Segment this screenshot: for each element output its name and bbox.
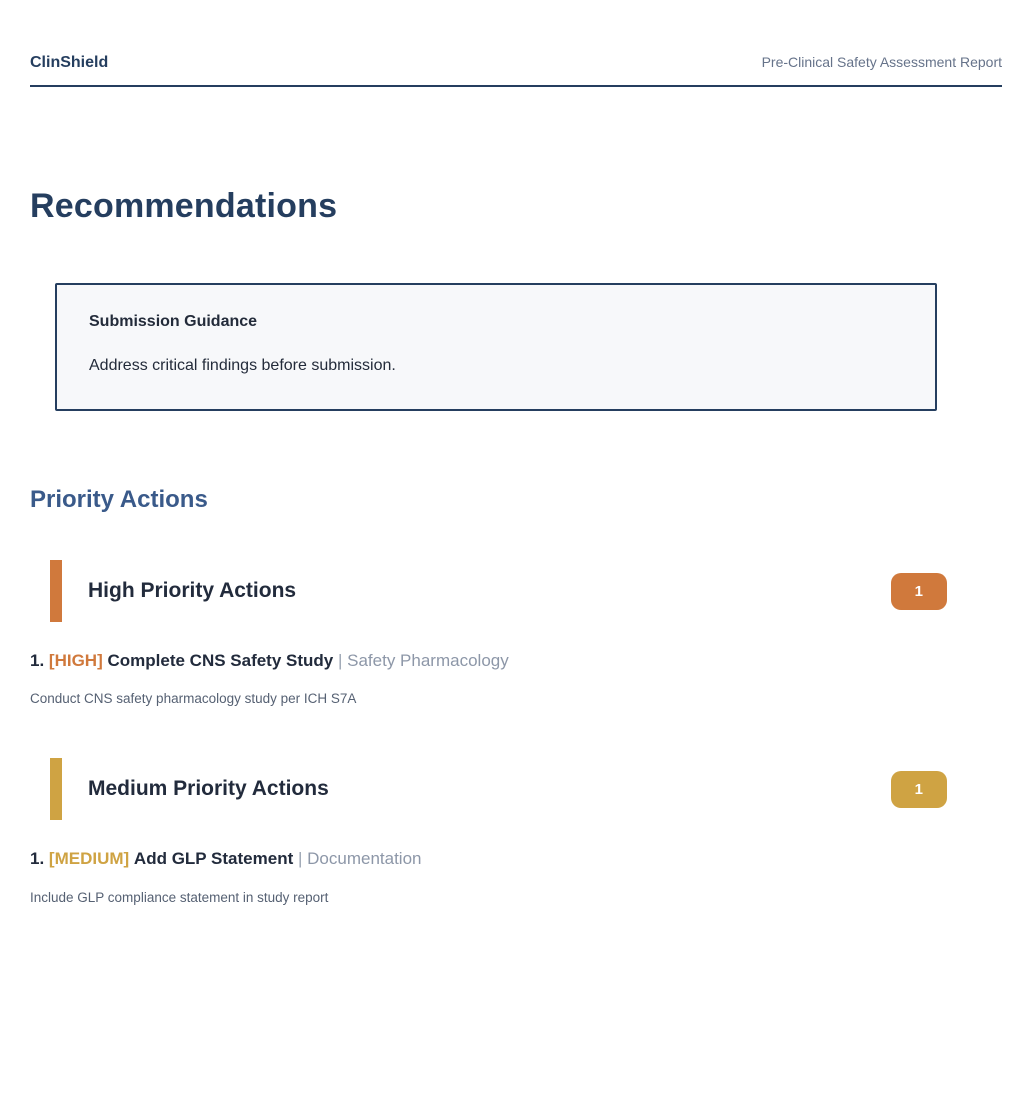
- separator: |: [337, 651, 343, 670]
- priority-tag-medium: [MEDIUM]: [48, 849, 130, 869]
- medium-priority-section-header: [50, 758, 947, 820]
- section-medium-priority: [30, 758, 1002, 904]
- guidance-box-body: Address critical findings before submission.: [89, 357, 396, 374]
- medium-priority-accent-bar: [50, 758, 62, 820]
- section-high-priority: [30, 560, 1002, 706]
- high-priority-section-header: [50, 560, 947, 622]
- priority-actions-heading: Priority Actions: [30, 486, 208, 513]
- brand-logo-text: ClinShield: [30, 54, 109, 71]
- item-description: Conduct CNS safety pharmacology study per ICH S7A: [30, 691, 357, 707]
- page-title: Recommendations: [30, 187, 338, 225]
- guidance-box-title: Submission Guidance: [89, 313, 258, 330]
- action-item: [30, 848, 1002, 869]
- separator: |: [297, 849, 303, 869]
- report-header: [30, 0, 1002, 87]
- high-priority-count-badge: 1: [891, 573, 947, 610]
- action-item: [30, 650, 1002, 671]
- priority-tag-high: [HIGH]: [48, 651, 103, 670]
- item-title: Add GLP Statement: [133, 849, 294, 869]
- medium-priority-count-badge: 1: [891, 771, 947, 808]
- item-category: Documentation: [307, 849, 422, 869]
- high-priority-section-title: High Priority Actions: [88, 579, 297, 602]
- report-title: Pre-Clinical Safety Assessment Report: [761, 54, 1002, 70]
- item-title: Complete CNS Safety Study: [107, 651, 334, 670]
- item-number: 1.: [30, 849, 45, 869]
- high-priority-accent-bar: [50, 560, 62, 622]
- guidance-box: [55, 283, 937, 411]
- item-number: 1.: [30, 651, 45, 670]
- item-description: Include GLP compliance statement in study report: [30, 889, 329, 905]
- medium-priority-section-title: Medium Priority Actions: [88, 777, 329, 801]
- item-category: Safety Pharmacology: [347, 651, 509, 670]
